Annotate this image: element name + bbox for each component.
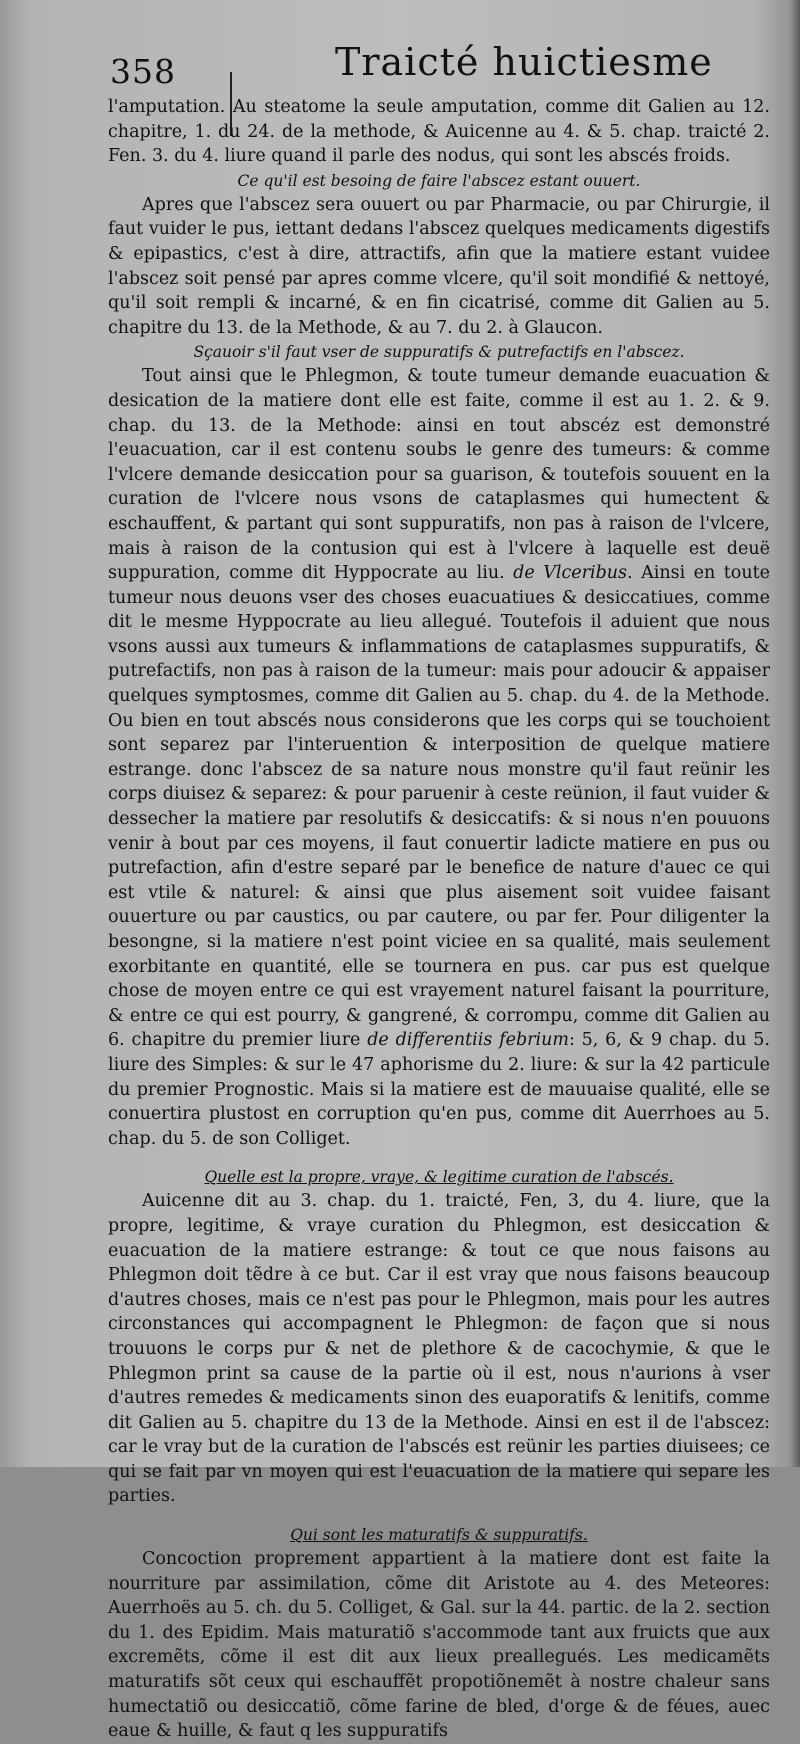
section-heading-2: Sçauoir s'il faut vser de suppuratifs & putrefactifs en l'abscez. — [193, 343, 685, 362]
paragraph-3-part-b: . Ainsi en toute tumeur nous deuons vser des choses euacuatiues & desiccatiues, comme dit le mesme Hyppocrate au lieu allegué. Toutefois il aduient que nous vsons aussi aux tumeurs & inflammations de cataplasmes suppuratifs, & putrefactifs, non pas à raison de la tumeur: mais pour adoucir & appaiser quelques symptosmes, comme dit Galien au 5. chap. du 4. de la Methode. Ou bien en tout abscés nous considerons que les corps qui se touchoient sont separez par l'interuention & interposition de quelque matiere estrange. donc l'abscez de sa nature nous monstre qu'il faut reünir les corps diuisez & separez: & pour paruenir à ceste reünion, il faut vuider & dessecher la matiere par resolutifs & desiccatifs: & si nous n'en pouuons venir à bout par ces moyens, il faut conuertir ladicte matiere en pus ou putrefaction, afin d'estre separé par le benefice de nature d'auec ce qui est vtile & naturel: & ainsi que plus aisement soit vuidee faisant ouuerture ou par caustics, ou par cautere, ou par fer. Pour diligenter la besongne, si la matiere n'est point viciee en sa qualité, mais seulement exorbitante en quantité, elle se tournera en pus. car pus est quelque chose de moyen entre ce qui est vrayement naturel faisant la pourriture, & entre ce qui est pourry, & gangrené, & corrompu, comme dit Galien au 6. chapitre du premier liure — [108, 563, 770, 1051]
paragraph-2: Apres que l'abscez sera ouuert ou par Pharmacie, ou par Chirurgie, il faut vuider le pus, iettant dedans l'abscez quelques medicaments digestifs & epipastics, c'est à dire, attractifs, afin que la matiere estant vuidee l'abscez soit pensé par apres comme vlcere, qu'il soit mondifié & nettoyé, qu'il soit rempli & incarné, & en fin cicatrisé, comme dit Galien au 5. chapitre du 13. de la Methode, & au 7. du 2. à Glaucon. — [108, 194, 770, 338]
paragraph-3-part-c: : 5, 6, & 9 chap. du 5. liure des Simples: & sur le 47 aphorisme du 2. liure: & sur la 42 particule du premier Prognostic. Mais si la matiere est de mauuaise qualité, elle se conuertira plustost en corruption qu'en pus, comme dit Auerrhoes au 5. chap. du 5. de son Colliget. — [108, 1030, 770, 1149]
section-heading-1: Ce qu'il est besoing de faire l'abscez estant ouuert. — [237, 171, 641, 190]
spacer — [108, 1151, 770, 1165]
running-head: Traicté huictiesme — [335, 40, 713, 84]
section-heading-4: Qui sont les maturatifs & suppuratifs. — [290, 1526, 588, 1545]
text-block — [108, 95, 770, 1744]
citation-de-differentiis-febrium: de differentiis febrium — [367, 1030, 569, 1051]
spacer — [108, 1509, 770, 1523]
paragraph-1: l'amputation. Au steatome la seule amputation, comme dit Galien au 12. chapitre, 1. du 24. de la methode, & Auicenne au 4. & 5. chap. traicté 2. Fen. 3. du 4. liure quand il parle des nodus, qui sont les abscés froids. — [108, 97, 770, 167]
page-number: 358 — [110, 52, 176, 91]
paragraph-3-part-a: Tout ainsi que le Phlegmon, & toute tumeur demande euacuation & desication de la matiere dont elle est faite, comme il est au 1. 2. & 9. chap. du 13. de la Methode: ainsi en tout abscéz est demonstré l'euacuation, car il est contenu soubs le genre des tumeurs: & comme l'vlcere demande desiccation pour sa guarison, & toutefois souuent en la curation de l'vlcere nous vsons de cataplasmes qui humectent & eschauffent, & partant qui sont suppuratifs, non pas à raison de l'vlcere, mais à raison de la contusion qui est à l'vlcere à laquelle est deuë suppuration, comme dit Hyppocrate au liu. — [108, 366, 770, 584]
citation-de-vlceribus: de Vlceribus — [513, 563, 628, 584]
section-heading-3: Quelle est la propre, vraye, & legitime curation de l'abscés. — [204, 1168, 674, 1187]
paragraph-4: Auicenne dit au 3. chap. du 1. traicté, Fen, 3, du 4. liure, que la propre, legitime, & vraye curation du Phlegmon, est desiccation & euacuation de la matiere estrange: & tout ce que nous faisons au Phlegmon doit tẽdre à ce but. Car il est vray que nous faisons beaucoup d'autres choses, mais ce n'est pas pour le Phlegmon, mais pour les autres circonstances qui accompagnent le Phlegmon: de façon que si nous trouuons le corps pur & net de plethore & de cacochymie, & que le Phlegmon print sa cause de la partie où il est, nous n'aurions à vser d'autres remedes & medicaments sinon des euaporatifs & lenitifs, comme dit Galien au 5. chapitre du 13 de la Methode. Ainsi en est il de l'abscez: car le vray but de la curation de l'abscés est reünir les parties diuisees; ce qui se fait par vn moyen qui est l'euacuation de la matiere qui separe les parties. — [108, 1191, 770, 1507]
paragraph-3 — [108, 364, 770, 1151]
paragraph-5: Concoction proprement appartient à la matiere dont est faite la nourriture par assimilation, cõme dit Aristote au 4. des Meteores: Auerrhoës au 5. ch. du 5. Colliget, & Gal. sur la 44. partic. de la 2. section du 1. des Epidim. Mais maturatiõ s'accommode tant aux fruicts que aux excremẽts, cõme il est dit aux lieux preallegués. Les medicamẽts maturatifs sõt ceux qui eschauffẽt propotiõnemẽt à nostre chaleur sans humectatiõ ou desiccatiõ, cõme farine de bled, d'orge & de féues, auec eaue & huille, & faut q les suppuratifs — [108, 1549, 770, 1742]
page-edge-shadow — [790, 0, 800, 1467]
